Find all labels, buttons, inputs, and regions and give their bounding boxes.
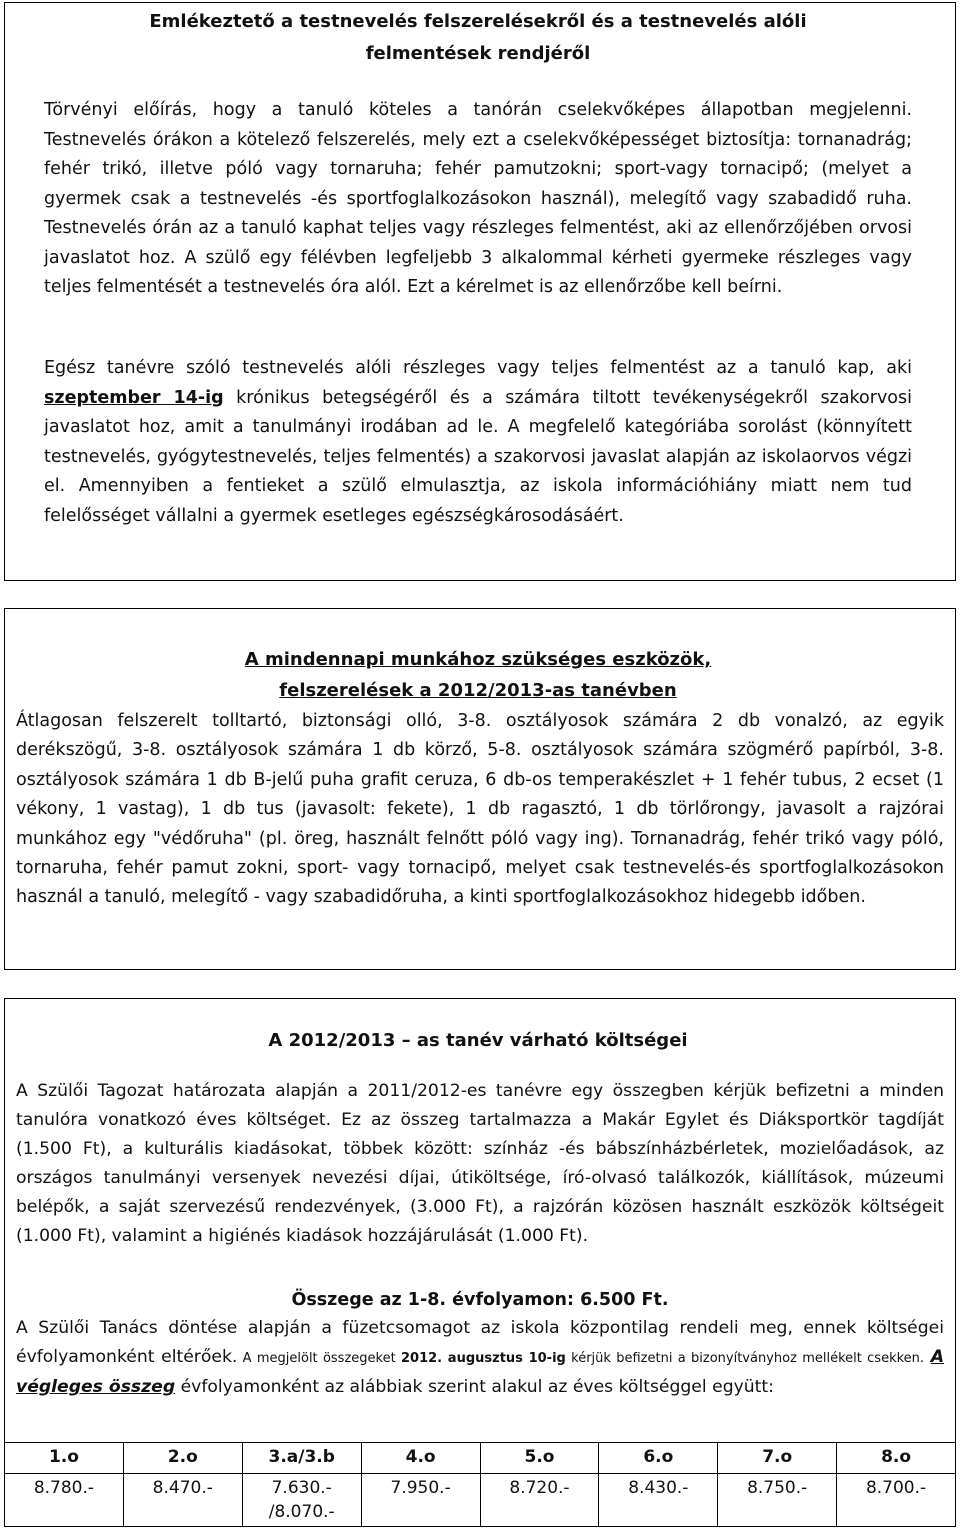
reminder-paragraph-1 [44, 96, 912, 303]
equipment-text: Törvényi előírás, hogy a tanuló köteles a tanórán cselekvőképes állapotban megjelenni. Testnevelés órákon a kötelező felszerelés, mely ezt a cselekvőképességet biztosítja: tornanadrág; fehér trikó, illetve póló vagy tornaruha; fehér pamutzokni; sport-vagy tornacipő; (melyet a gyermek csak a testnevelés -és sportfoglalkozásokon használ), melegítő vagy szabadidő ruha. [44, 100, 912, 209]
reminder-paragraph-2 [44, 354, 912, 531]
grade-header: 5.o [480, 1443, 599, 1474]
reminder-title-line1: Emlékeztető a testnevelés felszerelésekről és a testnevelés alóli [149, 11, 807, 32]
final-amount-label: A végleges összeg [16, 1347, 944, 1397]
payment-deadline: 2012. augusztus 10-ig [400, 1351, 566, 1366]
costs-title: A 2012/2013 – as tanév várható költségei [268, 1030, 688, 1051]
tools-body: Átlagosan felszerelt tolltartó, biztonsági olló, 3-8. osztályosok számára 2 db vonalzó, az egyik derékszögű, 3-8. osztályosok számára 1 db körző, 5-8. osztályosok számára szögmérő papírból, 3-8. osztályosok számára 1 db B-jelű puha grafit ceruza, 6 db-os temperakészlet + 1 fehér tubus, 2 ecset (1 vékony, 1 vastag), 1 db tus (javasolt: fekete), 1 db ragasztó, 1 db törlőrongy, javasolt a rajzórai munkához egy "védőruha" (pl. öreg, használt felnőtt póló vagy ing). Tornanadrág, fehér trikó vagy póló, tornaruha, fehér pamut zokni, sport- vagy tornacipő, melyet csak testnevelés-és sportfoglalkozásokon használ a tanuló, melegítő - vagy szabadidőruha, a kinti sportfoglalkozásokhoz hidegebb időben. [16, 711, 944, 908]
notebook-text: A Szülői Tanács döntése alapján a füzetcsomagot az iskola központilag rendeli meg, ennek költségei évfolyamonként eltérőek. [16, 1318, 944, 1367]
grade-cost: 8.700.- [837, 1474, 956, 1527]
parent-request-text: A szülő egy félévben legfeljebb 3 alkalommal kérheti gyermeke részleges vagy teljes felmentését a testnevelés óra alól. Ezt a kérelmet is az ellenőrzőbe kell beírni. [44, 247, 912, 297]
grade-cost: 7.950.- [361, 1474, 480, 1527]
grade-cost: 8.720.- [480, 1474, 599, 1527]
payment-text-rest: kérjük befizetni a bizonyítványhoz mellékelt csekken. [565, 1351, 925, 1366]
exemption-text: Testnevelés órán az a tanuló kaphat teljes vagy részleges felmentést, aki az ellenőrzőjében orvosi javaslatot hoz. [44, 218, 912, 268]
yearly-exemption-text: Egész tanévre szóló testnevelés alóli részleges vagy teljes felmentést az a tanuló kap, aki [44, 358, 912, 378]
costs-total: Összege az 1-8. évfolyamon: 6.500 Ft. [291, 1290, 669, 1310]
grade-cost [242, 1474, 361, 1527]
final-amount-text: évfolyamonként az alábbiak szerint alakul az éves költséggel együtt: [175, 1377, 774, 1397]
tools-title-line1: A mindennapi munkához szükséges eszközök, [244, 649, 712, 670]
tools-title-line2: felszerelések a 2012/2013-as tanévben [279, 680, 677, 701]
payment-text: A megjelölt összegeket [237, 1351, 401, 1366]
costs-body-2 [16, 1314, 944, 1402]
tools-title [44, 644, 912, 706]
grade-cost: 8.470.- [123, 1474, 242, 1527]
grade-header: 6.o [599, 1443, 718, 1474]
grade-header: 7.o [718, 1443, 837, 1474]
grade-cost: 8.750.- [718, 1474, 837, 1527]
reminder-title [44, 6, 912, 70]
yearly-exemption-rest: krónikus betegségéről és a számára tiltott tevékenységekről szakorvosi javaslatot hoz, amit a tanulmányi irodában ad le. A megfelelő kategóriába sorolást (könnyített testnevelés, gyógytestnevelés, teljes felmentés) a szakorvosi javaslat alapján az iskolaorvos végzi el. Amennyiben a fentieket a szülő elmulasztja, az iskola információhiány miatt nem tud felelősséget vállalni a gyermek esetleges egészségkárosodásáért. [44, 387, 912, 526]
grade-cost: 8.780.- [5, 1474, 124, 1527]
deadline-date: szeptember 14-ig [44, 387, 224, 408]
grade-cost-main: 7.630.- [271, 1478, 332, 1498]
grade-cost-alt: /8.070.- [268, 1502, 335, 1522]
cost-table-value-row [5, 1474, 956, 1527]
grade-header: 1.o [5, 1443, 124, 1474]
cost-table-header-row [5, 1443, 956, 1474]
grade-header: 4.o [361, 1443, 480, 1474]
costs-body-1: A Szülői Tagozat határozata alapján a 2011/2012-es tanévre egy összegben kérjük befizetni a minden tanulóra vonatkozó éves költséget. Ez az összeg tartalmazza a Makár Egylet és Diáksportkör tagdíját (1.500 Ft), a kulturális kiadásokat, többek között: színház -és bábszínházbérletek, mozielőadások, az országos tanulmányi versenyek nevezési díjai, útiköltsége, író-olvasó találkozók, kiállítások, múzeumi belépők, a saját szervezésű rendezvények, (3.000 Ft), a rajzórán közösen használt eszközök költségeit (1.000 Ft), valamint a higiénés kiadások hozzájárulását (1.000 Ft). [16, 1081, 944, 1246]
cost-table [4, 1442, 956, 1527]
grade-header: 3.a/3.b [242, 1443, 361, 1474]
grade-cost: 8.430.- [599, 1474, 718, 1527]
grade-header: 2.o [123, 1443, 242, 1474]
reminder-title-line2: felmentések rendjéről [365, 43, 591, 64]
grade-header: 8.o [837, 1443, 956, 1474]
